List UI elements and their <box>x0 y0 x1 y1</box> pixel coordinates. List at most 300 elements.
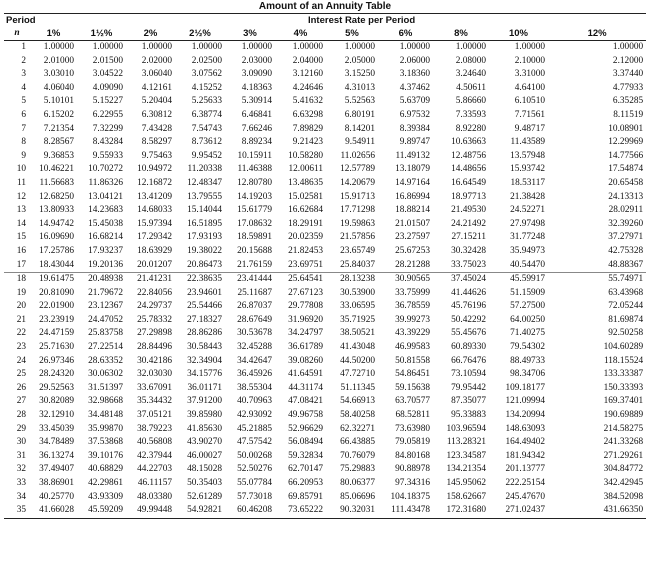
table-cell: 25.83758 <box>88 328 123 339</box>
table-cell: 18.59891 <box>237 232 272 243</box>
table-cell: 12.80780 <box>237 177 272 188</box>
period-number: 6 <box>21 109 26 120</box>
table-cell: 35.94973 <box>510 245 545 256</box>
table-row <box>4 368 646 382</box>
table-cell: 10.08901 <box>608 123 644 134</box>
table-cell: 45.76196 <box>451 301 486 312</box>
table-cell: 39.99273 <box>395 314 430 325</box>
table-cell: 18.53117 <box>510 177 545 188</box>
table-cell: 88.49733 <box>510 355 545 366</box>
rate-header-row <box>4 27 646 41</box>
interest-rate-header: Interest Rate per Period <box>77 14 646 28</box>
table-cell: 43.90270 <box>187 437 222 448</box>
table-cell: 18.29191 <box>288 218 323 229</box>
table-cell: 13.04121 <box>88 191 123 202</box>
table-cell: 14.77566 <box>608 150 644 161</box>
table-cell: 42.29861 <box>88 478 123 488</box>
table-cell: 3.09090 <box>241 69 272 80</box>
table-cell: 7.66246 <box>241 123 272 134</box>
table-cell: 50.35403 <box>187 478 222 488</box>
table-cell: 9.54911 <box>345 137 375 148</box>
table-cell: 6.46841 <box>241 109 272 120</box>
rate-header-cell: 6% <box>378 27 433 41</box>
table-cell: 24.21492 <box>451 218 486 229</box>
table-cell: 28.63352 <box>88 355 123 366</box>
table-cell: 113.28321 <box>446 437 486 448</box>
table-cell: 20.01207 <box>137 259 172 270</box>
table-cell: 104.60289 <box>603 342 644 353</box>
table-cell: 27.29898 <box>137 328 172 339</box>
table-cell: 55.07784 <box>237 478 272 488</box>
table-cell: 15.61779 <box>237 205 272 216</box>
table-cell: 11.02656 <box>340 150 375 161</box>
table-cell: 1.00000 <box>241 42 272 52</box>
table-cell: 45.59209 <box>77 504 126 518</box>
table-cell: 20.15688 <box>237 245 272 256</box>
table-cell: 8.43284 <box>92 137 123 148</box>
table-cell: 73.65222 <box>275 504 326 518</box>
table-cell: 52.96629 <box>288 423 323 434</box>
table-cell: 30.53678 <box>237 328 272 339</box>
table-cell: 10.58280 <box>288 150 323 161</box>
table-cell: 37.05121 <box>137 410 172 421</box>
table-cell: 43.93309 <box>88 491 123 502</box>
table-cell: 32.45288 <box>237 342 272 353</box>
table-cell: 33.45039 <box>39 423 74 434</box>
table-cell: 1.00000 <box>141 42 172 52</box>
table-cell: 25.54466 <box>187 301 222 312</box>
table-cell: 6.15202 <box>43 109 74 120</box>
table-row <box>4 327 646 341</box>
table-cell: 38.50521 <box>340 328 375 339</box>
table-cell: 17.54874 <box>608 164 644 175</box>
table-cell: 241.33268 <box>603 437 644 448</box>
table-cell: 47.72710 <box>340 369 375 380</box>
table-cell: 21.57856 <box>340 232 375 243</box>
table-cell: 2.02500 <box>191 55 222 66</box>
table-cell: 104.18375 <box>390 491 430 502</box>
table-cell: 84.80168 <box>395 450 430 461</box>
table-cell: 24.47052 <box>88 314 123 325</box>
table-cell: 52.61289 <box>187 491 222 502</box>
table-cell: 14.19203 <box>237 191 272 202</box>
table-cell: 304.84772 <box>603 464 644 475</box>
table-cell: 37.53868 <box>88 437 123 448</box>
table-cell: 97.34316 <box>395 478 430 488</box>
table-cell: 37.91200 <box>187 396 222 407</box>
table-cell: 50.42292 <box>451 314 486 325</box>
table-cell: 28.86286 <box>187 328 222 339</box>
table-cell: 36.78559 <box>395 301 430 312</box>
table-cell: 6.80191 <box>344 109 375 120</box>
table-cell: 3.31000 <box>514 69 545 80</box>
table-cell: 48.15028 <box>187 464 222 475</box>
table-cell: 34.42647 <box>237 355 272 366</box>
table-cell: 23.41444 <box>225 273 275 287</box>
table-cell: 7.21354 <box>43 123 74 134</box>
table-cell: 9.48717 <box>514 123 545 134</box>
table-cell: 5.41632 <box>292 96 323 107</box>
table-row <box>4 177 646 191</box>
table-cell: 75.29883 <box>340 464 375 475</box>
table-cell: 1.00000 <box>292 42 323 52</box>
period-number: 2 <box>21 55 26 66</box>
table-row <box>4 245 646 259</box>
table-cell: 57.27500 <box>510 301 545 312</box>
table-cell: 68.52811 <box>395 410 430 421</box>
table-cell: 30.32428 <box>451 245 486 256</box>
table-cell: 37.27971 <box>608 232 644 243</box>
table-cell: 45.21885 <box>237 423 272 434</box>
table-cell: 13.41209 <box>137 191 172 202</box>
table-cell: 10.70272 <box>88 164 123 175</box>
period-number: 24 <box>16 355 26 366</box>
table-cell: 2.04000 <box>292 55 323 66</box>
table-row <box>4 341 646 355</box>
table-cell: 25.78332 <box>137 314 172 325</box>
table-cell: 15.93742 <box>510 164 545 175</box>
table-row <box>4 41 646 55</box>
table-cell: 7.71561 <box>514 109 545 120</box>
table-cell: 25.64541 <box>275 273 326 287</box>
rate-header-cell: 10% <box>489 27 548 41</box>
table-cell: 30.82089 <box>39 396 74 407</box>
table-cell: 158.62667 <box>446 491 486 502</box>
period-number: 22 <box>16 328 26 339</box>
table-cell: 41.44626 <box>451 287 486 298</box>
table-cell: 5.15227 <box>92 96 123 107</box>
table-cell: 81.69874 <box>608 314 644 325</box>
period-number: 23 <box>16 342 26 353</box>
table-cell: 19.59863 <box>340 218 375 229</box>
table-cell: 25.67253 <box>395 245 430 256</box>
table-cell: 17.08632 <box>237 218 272 229</box>
table-cell: 22.84056 <box>137 287 172 298</box>
period-number: 11 <box>17 177 26 188</box>
table-cell: 66.76476 <box>451 355 486 366</box>
table-cell: 39.85980 <box>187 410 222 421</box>
table-cell: 30.53900 <box>340 287 375 298</box>
table-cell: 8.58297 <box>141 137 172 148</box>
table-cell: 79.05819 <box>395 437 430 448</box>
table-cell: 54.66913 <box>340 396 375 407</box>
table-row <box>4 55 646 69</box>
table-cell: 1.00000 <box>191 42 222 52</box>
annuity-table <box>4 13 646 519</box>
table-cell: 2.06000 <box>399 55 430 66</box>
table-cell: 4.24646 <box>292 82 323 93</box>
table-cell: 9.95452 <box>191 150 222 161</box>
table-cell: 73.10594 <box>451 369 486 380</box>
table-cell: 172.31680 <box>433 504 489 518</box>
table-cell: 21.01507 <box>395 218 430 229</box>
table-cell: 6.22955 <box>92 109 123 120</box>
table-cell: 27.18327 <box>187 314 222 325</box>
table-cell: 90.88978 <box>395 464 430 475</box>
table-cell: 1.00000 <box>344 42 375 52</box>
period-number: 10 <box>16 164 26 175</box>
table-cell: 32.03030 <box>137 369 172 380</box>
table-cell: 66.20953 <box>288 478 323 488</box>
table-row <box>4 95 646 109</box>
table-cell: 2.05000 <box>344 55 375 66</box>
table-cell: 2.02000 <box>141 55 172 66</box>
table-cell: 342.42945 <box>603 478 644 488</box>
table-cell: 14.68033 <box>137 205 172 216</box>
table-cell: 9.75463 <box>141 150 172 161</box>
table-cell: 9.89747 <box>399 137 430 148</box>
table-cell: 79.95442 <box>451 382 486 393</box>
table-cell: 38.79223 <box>137 423 172 434</box>
table-cell: 134.20994 <box>505 410 545 421</box>
table-cell: 21.41231 <box>126 273 175 287</box>
table-cell: 34.15776 <box>187 369 222 380</box>
table-cell: 169.37401 <box>603 396 644 407</box>
table-row <box>4 150 646 164</box>
table-cell: 41.43048 <box>340 342 375 353</box>
table-cell: 48.88367 <box>608 259 644 270</box>
table-cell: 11.20338 <box>187 164 222 175</box>
table-cell: 70.76079 <box>340 450 375 461</box>
table-cell: 29.52563 <box>39 382 74 393</box>
table-cell: 63.70577 <box>395 396 430 407</box>
table-cell: 33.75999 <box>395 287 430 298</box>
table-cell: 7.54743 <box>191 123 222 134</box>
table-cell: 109.18177 <box>505 382 545 393</box>
table-row <box>4 395 646 409</box>
table-cell: 35.34432 <box>137 396 172 407</box>
table-cell: 26.97346 <box>39 355 74 366</box>
table-cell: 245.47670 <box>505 491 545 502</box>
table-cell: 44.50200 <box>340 355 375 366</box>
table-cell: 98.34706 <box>510 369 545 380</box>
table-cell: 17.71298 <box>340 205 375 216</box>
table-cell: 16.51895 <box>187 218 222 229</box>
table-row <box>4 450 646 464</box>
table-cell: 12.68250 <box>39 191 74 202</box>
table-cell: 164.49402 <box>505 437 545 448</box>
table-cell: 3.12160 <box>292 69 323 80</box>
table-cell: 8.14201 <box>344 123 375 134</box>
table-cell: 40.68829 <box>88 464 123 475</box>
period-number: 34 <box>16 491 26 502</box>
table-cell: 7.89829 <box>292 123 323 134</box>
table-cell: 37.49407 <box>39 464 74 475</box>
table-row <box>4 491 646 505</box>
table-cell: 63.43968 <box>608 287 644 298</box>
period-number: 9 <box>21 150 26 161</box>
table-cell: 85.06696 <box>340 491 375 502</box>
table-cell: 12.48347 <box>187 177 222 188</box>
period-number: 14 <box>16 218 26 229</box>
table-cell: 2.08000 <box>455 55 486 66</box>
table-cell: 27.15211 <box>451 232 486 243</box>
table-row <box>4 163 646 177</box>
table-cell: 123.34587 <box>446 450 486 461</box>
table-cell: 34.78489 <box>39 437 74 448</box>
table-row <box>4 259 646 273</box>
table-cell: 4.15252 <box>191 82 222 93</box>
table-cell: 46.99583 <box>395 342 430 353</box>
table-cell: 1.00000 <box>612 42 644 52</box>
table-cell: 4.64100 <box>514 82 545 93</box>
table-cell: 11.86326 <box>88 177 123 188</box>
table-cell: 51.11345 <box>340 382 375 393</box>
table-cell: 40.56808 <box>137 437 172 448</box>
table-cell: 54.86451 <box>395 369 430 380</box>
rate-header-cell: 2% <box>126 27 175 41</box>
table-cell: 55.45676 <box>451 328 486 339</box>
table-cell: 34.48148 <box>88 410 123 421</box>
table-cell: 36.01171 <box>187 382 222 393</box>
period-number: 33 <box>16 478 26 488</box>
table-cell: 6.97532 <box>399 109 430 120</box>
period-number: 21 <box>16 314 26 325</box>
table-cell: 54.92821 <box>175 504 225 518</box>
table-cell: 11.43589 <box>510 137 545 148</box>
table-cell: 79.54302 <box>510 342 545 353</box>
table-cell: 44.31174 <box>288 382 323 393</box>
table-cell: 1.00000 <box>455 42 486 52</box>
table-cell: 12.00611 <box>288 164 323 175</box>
table-cell: 28.21288 <box>395 259 430 270</box>
table-cell: 31.77248 <box>510 232 545 243</box>
table-cell: 59.15638 <box>395 382 430 393</box>
table-cell: 5.20404 <box>141 96 172 107</box>
table-cell: 7.33593 <box>455 109 486 120</box>
table-cell: 40.70963 <box>237 396 272 407</box>
table-cell: 111.43478 <box>378 504 433 518</box>
table-cell: 21.49530 <box>451 205 486 216</box>
table-cell: 16.86994 <box>395 191 430 202</box>
table-cell: 28.67649 <box>237 314 272 325</box>
table-cell: 33.06595 <box>340 301 375 312</box>
period-header: Period <box>4 14 77 28</box>
table-cell: 13.80933 <box>39 205 74 216</box>
table-cell: 271.29261 <box>603 450 644 461</box>
period-number: 27 <box>16 396 26 407</box>
table-cell: 16.64549 <box>451 177 486 188</box>
table-cell: 431.66350 <box>548 504 646 518</box>
table-cell: 87.35077 <box>451 396 486 407</box>
period-number: 18 <box>4 273 30 287</box>
table-cell: 22.38635 <box>175 273 225 287</box>
table-cell: 25.71630 <box>39 342 74 353</box>
rate-header-cell: 2½% <box>175 27 225 41</box>
table-cell: 47.57542 <box>237 437 272 448</box>
table-row <box>4 204 646 218</box>
table-cell: 18.88214 <box>395 205 430 216</box>
table-cell: 26.87037 <box>237 301 272 312</box>
table-cell: 3.06040 <box>141 69 172 80</box>
table-cell: 201.13777 <box>505 464 545 475</box>
table-cell: 11.49132 <box>395 150 430 161</box>
table-cell: 8.28567 <box>43 137 74 148</box>
table-cell: 40.54470 <box>510 259 545 270</box>
table-cell: 36.45926 <box>237 369 272 380</box>
table-cell: 28.13238 <box>326 273 378 287</box>
table-cell: 13.57948 <box>510 150 545 161</box>
table-cell: 42.75328 <box>608 245 644 256</box>
period-number: 1 <box>21 42 26 52</box>
table-cell: 59.32834 <box>288 450 323 461</box>
table-cell: 21.79672 <box>88 287 123 298</box>
table-cell: 18.63929 <box>137 245 172 256</box>
table-cell: 36.61789 <box>288 342 323 353</box>
table-cell: 27.67123 <box>288 287 323 298</box>
table-cell: 80.06377 <box>340 478 375 488</box>
table-cell: 271.02437 <box>489 504 548 518</box>
rate-header-cell: 3% <box>225 27 275 41</box>
table-cell: 58.40258 <box>340 410 375 421</box>
table-cell: 33.67091 <box>137 382 172 393</box>
period-number: 29 <box>16 423 26 434</box>
table-cell: 32.34904 <box>187 355 222 366</box>
table-cell: 133.33387 <box>603 369 644 380</box>
period-number: 15 <box>16 232 26 243</box>
table-cell: 60.46208 <box>225 504 275 518</box>
table-cell: 35.71925 <box>340 314 375 325</box>
table-cell: 20.02359 <box>288 232 323 243</box>
table-cell: 24.29737 <box>137 301 172 312</box>
table-cell: 5.86660 <box>455 96 486 107</box>
table-row <box>4 382 646 396</box>
table-cell: 4.77933 <box>612 82 644 93</box>
table-cell: 92.50258 <box>608 328 644 339</box>
table-cell: 4.12161 <box>141 82 172 93</box>
table-cell: 30.06302 <box>88 369 123 380</box>
period-number: 12 <box>16 191 26 202</box>
table-cell: 14.97164 <box>395 177 430 188</box>
table-cell: 2.03000 <box>241 55 272 66</box>
table-cell: 30.58443 <box>187 342 222 353</box>
table-cell: 69.85791 <box>288 491 323 502</box>
rate-header-cell: 12% <box>548 27 646 41</box>
table-row <box>4 287 646 301</box>
table-cell: 25.11687 <box>237 287 272 298</box>
table-cell: 145.95062 <box>446 478 486 488</box>
table-cell: 19.20136 <box>88 259 123 270</box>
table-cell: 45.59917 <box>489 273 548 287</box>
table-cell: 22.01900 <box>39 301 74 312</box>
table-cell: 5.52563 <box>344 96 375 107</box>
table-cell: 1.00000 <box>92 42 123 52</box>
table-cell: 24.13313 <box>608 191 644 202</box>
table-cell: 27.22514 <box>88 342 123 353</box>
table-cell: 41.66028 <box>30 504 77 518</box>
table-row <box>4 231 646 245</box>
period-number: 26 <box>16 382 26 393</box>
table-cell: 6.63298 <box>292 109 323 120</box>
table-cell: 49.96758 <box>288 410 323 421</box>
table-body <box>4 41 646 519</box>
table-cell: 30.42186 <box>137 355 172 366</box>
table-cell: 6.35285 <box>612 96 644 107</box>
table-cell: 48.03380 <box>137 491 172 502</box>
table-row <box>4 314 646 328</box>
table-cell: 44.22703 <box>137 464 172 475</box>
table-cell: 23.27597 <box>395 232 430 243</box>
table-cell: 50.00268 <box>237 450 272 461</box>
table-cell: 27.97498 <box>510 218 545 229</box>
period-number: 35 <box>4 504 30 518</box>
table-cell: 25.84037 <box>340 259 375 270</box>
table-cell: 15.02581 <box>288 191 323 202</box>
table-cell: 15.45038 <box>88 218 123 229</box>
table-cell: 34.24797 <box>288 328 323 339</box>
table-cell: 28.24320 <box>39 369 74 380</box>
table-cell: 6.38774 <box>191 109 222 120</box>
